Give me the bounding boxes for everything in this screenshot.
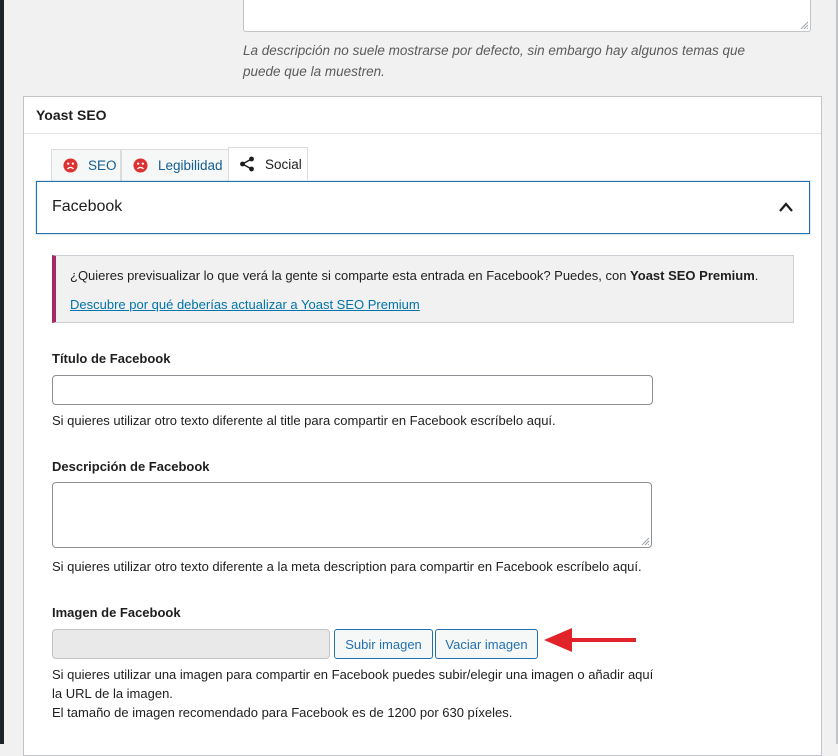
image-help-line-2: la URL de la imagen. (52, 686, 173, 701)
notice-text-bold: Yoast SEO Premium (630, 268, 755, 283)
premium-upsell-notice (52, 255, 794, 323)
image-help-line-3: El tamaño de imagen recomendado para Facebook es de 1200 por 630 píxeles. (52, 705, 513, 720)
facebook-panel-title: Facebook (52, 198, 123, 215)
yoast-seo-metabox (23, 96, 822, 756)
facebook-description-help: Si quieres utilizar otro texto diferente a la meta description para compartir en Facebook escríbelo aquí. (52, 559, 642, 574)
tab-legibilidad[interactable] (121, 149, 229, 181)
facebook-image-url-input (52, 629, 330, 659)
notice-text-prefix: ¿Quieres previsualizar lo que verá la gente si comparte esta entrada en Facebook? Puedes, con (70, 268, 631, 283)
facebook-description-textarea[interactable] (52, 482, 652, 548)
notice-text (70, 268, 758, 283)
resize-grip-icon[interactable] (800, 21, 808, 29)
annotation-arrow-icon (544, 627, 639, 653)
sad-face-icon (133, 158, 148, 173)
chevron-up-icon[interactable] (778, 200, 794, 214)
image-help-line-1: Si quieres utilizar una imagen para compartir en Facebook puedes subir/elegir una imagen o añadir aquí (52, 667, 654, 682)
share-icon (239, 156, 255, 172)
tab-label: Social (265, 156, 302, 172)
upgrade-premium-link[interactable]: Descubre por qué deberías actualizar a Yoast SEO Premium (70, 297, 420, 312)
facebook-description-label: Descripción de Facebook (52, 459, 210, 474)
resize-grip-icon[interactable] (641, 537, 649, 545)
tab-social[interactable] (228, 147, 308, 180)
clear-image-button[interactable]: Vaciar imagen (435, 629, 538, 659)
admin-sidebar-edge (0, 0, 4, 744)
description-textarea[interactable] (243, 0, 811, 32)
facebook-title-input[interactable] (52, 375, 653, 405)
facebook-title-label: Título de Facebook (52, 351, 171, 366)
tab-seo[interactable] (51, 149, 121, 181)
facebook-panel-toggle[interactable] (36, 181, 810, 234)
description-help-text: La descripción no suele mostrarse por defecto, sin embargo hay algunos temas que puede que la muestren. (243, 43, 746, 79)
metabox-header[interactable] (24, 97, 821, 134)
upload-image-button[interactable]: Subir imagen (334, 629, 433, 659)
facebook-image-help (52, 665, 653, 722)
metabox-title: Yoast SEO (36, 107, 107, 123)
facebook-image-label: Imagen de Facebook (52, 605, 181, 620)
sad-face-icon (63, 158, 78, 173)
tab-label: SEO (88, 158, 117, 173)
notice-text-suffix: . (754, 268, 759, 283)
facebook-title-help: Si quieres utilizar otro texto diferente al title para compartir en Facebook escríbelo aquí. (52, 413, 556, 428)
tab-label: Legibilidad (158, 158, 223, 173)
